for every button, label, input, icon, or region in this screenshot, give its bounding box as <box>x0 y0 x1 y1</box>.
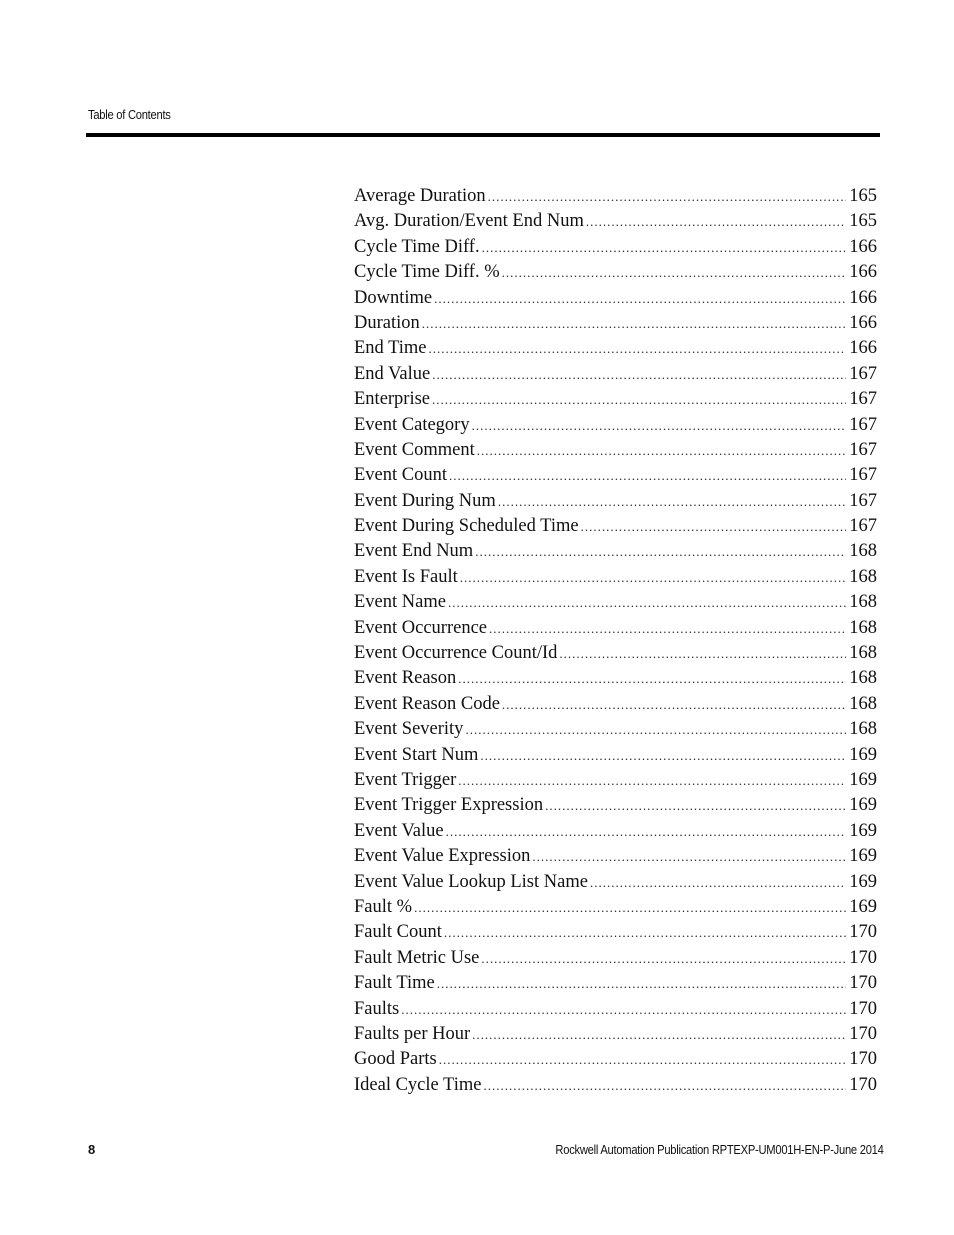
toc-entry-page-number: 170 <box>849 998 877 1019</box>
toc-entry-title: Event Value Expression <box>354 846 531 867</box>
toc-entry-title: Event Comment <box>354 439 475 460</box>
toc-entry-page-number: 169 <box>849 744 877 765</box>
toc-entry[interactable] <box>354 616 877 641</box>
toc-dot-leader <box>545 793 846 818</box>
toc-entry-page-number: 169 <box>849 871 877 892</box>
toc-entry-title: Event During Num <box>354 490 496 511</box>
toc-entry-title: Event Trigger Expression <box>354 795 544 816</box>
toc-dot-leader <box>532 844 846 869</box>
toc-entry-title: Cycle Time Diff. % <box>354 262 500 283</box>
toc-entry[interactable] <box>354 260 877 285</box>
toc-entry[interactable] <box>354 184 877 209</box>
toc-entry-title: Event Severity <box>354 719 464 740</box>
toc-dot-leader <box>437 971 847 996</box>
toc-entry[interactable] <box>354 946 877 971</box>
toc-entry-title: End Time <box>354 338 427 359</box>
toc-dot-leader <box>502 260 847 285</box>
toc-dot-leader <box>477 438 847 463</box>
toc-entry-title: Downtime <box>354 287 433 308</box>
footer-publication-id: Rockwell Automation Publication RPTEXP-UM001H-EN-P-June 2014 <box>555 1142 884 1157</box>
toc-entry-page-number: 165 <box>849 186 877 206</box>
toc-dot-leader <box>489 616 846 641</box>
toc-dot-leader <box>428 336 846 361</box>
toc-entry[interactable] <box>354 362 877 387</box>
header-rule <box>86 133 880 137</box>
running-header-title: Table of Contents <box>88 107 171 122</box>
toc-entry-page-number: 166 <box>849 338 877 359</box>
toc-entry[interactable] <box>354 438 877 463</box>
toc-entry[interactable] <box>354 413 877 438</box>
toc-entry-page-number: 165 <box>849 211 877 232</box>
toc-entry[interactable] <box>354 743 877 768</box>
toc-entry-page-number: 170 <box>849 947 877 968</box>
toc-dot-leader <box>422 311 846 336</box>
toc-entry[interactable] <box>354 565 877 590</box>
toc-entry-page-number: 166 <box>849 287 877 308</box>
toc-entry-title: Event Occurrence Count/Id <box>354 643 558 664</box>
toc-entry-page-number: 168 <box>849 617 877 638</box>
toc-entry-page-number: 168 <box>849 693 877 714</box>
toc-entry-title: Duration <box>354 312 420 333</box>
toc-dot-leader <box>432 362 846 387</box>
toc-entry[interactable] <box>354 489 877 514</box>
toc-entry-page-number: 170 <box>849 1074 877 1095</box>
toc-dot-leader <box>414 895 846 920</box>
toc-entry-title: Faults per Hour <box>354 1023 471 1044</box>
toc-entry-page-number: 166 <box>849 312 877 333</box>
toc-entry-page-number: 166 <box>849 236 877 257</box>
toc-entry-title: Event Name <box>354 592 446 613</box>
toc-entry-page-number: 167 <box>849 389 877 410</box>
toc-entry-title: Event Reason <box>354 668 457 689</box>
toc-entry-title: Event Count <box>354 465 448 486</box>
toc-dot-leader <box>439 1047 847 1072</box>
toc-entry-page-number: 168 <box>849 719 877 740</box>
toc-entry[interactable] <box>354 311 877 336</box>
toc-entry-title: Fault Count <box>354 922 442 943</box>
toc-dot-leader <box>498 489 846 514</box>
toc-entry-page-number: 170 <box>849 922 877 943</box>
toc-dot-leader <box>472 413 847 438</box>
toc-entry-page-number: 169 <box>849 846 877 867</box>
toc-entry[interactable] <box>354 514 877 539</box>
toc-dot-leader <box>586 209 846 234</box>
toc-entry-page-number: 167 <box>849 414 877 435</box>
toc-entry[interactable] <box>354 793 877 818</box>
toc-dot-leader <box>446 819 847 844</box>
toc-entry[interactable] <box>354 1022 877 1047</box>
toc-dot-leader <box>480 743 846 768</box>
toc-entry-title: Event Is Fault <box>354 566 458 587</box>
toc-entry-title: Cycle Time Diff. <box>354 236 480 257</box>
toc-dot-leader <box>448 590 846 615</box>
toc-entry-page-number: 170 <box>849 1023 877 1044</box>
toc-entry[interactable] <box>354 209 877 234</box>
toc-entry-page-number: 167 <box>849 439 877 460</box>
toc-entry[interactable] <box>354 286 877 311</box>
toc-entry-page-number: 166 <box>849 262 877 283</box>
toc-entry-page-number: 168 <box>849 566 877 587</box>
toc-entry[interactable] <box>354 666 877 691</box>
toc-entry[interactable] <box>354 870 877 895</box>
toc-dot-leader <box>401 997 846 1022</box>
toc-dot-leader <box>434 286 846 311</box>
toc-entry-title: Event Reason Code <box>354 693 500 714</box>
toc-entry-title: Event Category <box>354 414 470 435</box>
toc-dot-leader <box>444 920 846 945</box>
toc-entry-page-number: 169 <box>849 896 877 917</box>
toc-entry-title: Event Value <box>354 820 444 841</box>
toc-entry-page-number: 170 <box>849 1049 877 1070</box>
toc-entry[interactable] <box>354 590 877 615</box>
toc-entry[interactable] <box>354 1047 877 1072</box>
toc-entry-title: Ideal Cycle Time <box>354 1074 482 1095</box>
toc-entry[interactable] <box>354 336 877 361</box>
toc-entry-page-number: 169 <box>849 795 877 816</box>
toc-entry-title: Enterprise <box>354 389 431 410</box>
toc-entry[interactable] <box>354 463 877 488</box>
toc-dot-leader <box>483 1073 846 1098</box>
toc-entry-page-number: 169 <box>849 820 877 841</box>
toc-entry-page-number: 169 <box>849 769 877 790</box>
toc-entry-page-number: 167 <box>849 516 877 537</box>
toc-entry[interactable] <box>354 971 877 996</box>
toc-dot-leader <box>581 514 847 539</box>
toc-entry[interactable] <box>354 768 877 793</box>
toc-entry[interactable] <box>354 895 877 920</box>
toc-entry-title: Faults <box>354 998 400 1019</box>
toc-entry[interactable] <box>354 235 877 260</box>
toc-entry[interactable] <box>354 387 877 412</box>
toc-dot-leader <box>458 768 846 793</box>
toc-dot-leader <box>460 565 846 590</box>
toc-entry[interactable] <box>354 692 877 717</box>
toc-entry-title: Good Parts <box>354 1049 437 1070</box>
toc-entry[interactable] <box>354 641 877 666</box>
toc-entry-title: Average Duration <box>354 186 486 206</box>
footer-page-number: 8 <box>88 1142 96 1157</box>
toc-entry-page-number: 167 <box>849 490 877 511</box>
table-of-contents-list <box>354 184 877 1098</box>
toc-dot-leader <box>482 235 847 260</box>
toc-entry[interactable] <box>354 717 877 742</box>
toc-entry-title: Event Trigger <box>354 769 457 790</box>
toc-entry[interactable] <box>354 997 877 1022</box>
toc-entry-title: Event Start Num <box>354 744 479 765</box>
toc-entry-title: Event During Scheduled Time <box>354 516 579 537</box>
toc-entry-title: End Value <box>354 363 431 384</box>
toc-dot-leader <box>488 184 847 209</box>
toc-entry-title: Event End Num <box>354 541 474 562</box>
toc-dot-leader <box>502 692 846 717</box>
toc-entry-page-number: 168 <box>849 541 877 562</box>
toc-dot-leader <box>432 387 846 412</box>
toc-dot-leader <box>590 870 846 895</box>
toc-entry-title: Event Value Lookup List Name <box>354 871 588 892</box>
toc-entry-page-number: 167 <box>849 465 877 486</box>
toc-entry[interactable] <box>354 539 877 564</box>
toc-dot-leader <box>559 641 846 666</box>
toc-entry-page-number: 168 <box>849 668 877 689</box>
toc-dot-leader <box>458 666 846 691</box>
toc-entry-page-number: 170 <box>849 973 877 994</box>
toc-dot-leader <box>475 539 846 564</box>
toc-dot-leader <box>472 1022 846 1047</box>
toc-entry-page-number: 168 <box>849 643 877 664</box>
toc-entry[interactable] <box>354 920 877 945</box>
toc-entry-title: Fault % <box>354 896 413 917</box>
toc-entry-title: Fault Metric Use <box>354 947 480 968</box>
toc-dot-leader <box>449 463 846 488</box>
toc-dot-leader <box>465 717 846 742</box>
toc-entry-page-number: 168 <box>849 592 877 613</box>
toc-entry[interactable] <box>354 1073 877 1098</box>
toc-dot-leader <box>481 946 846 971</box>
toc-entry-page-number: 167 <box>849 363 877 384</box>
toc-entry-title: Event Occurrence <box>354 617 488 638</box>
toc-entry[interactable] <box>354 844 877 869</box>
toc-entry[interactable] <box>354 819 877 844</box>
toc-entry-title: Fault Time <box>354 973 435 994</box>
toc-entry-title: Avg. Duration/Event End Num <box>354 211 584 232</box>
